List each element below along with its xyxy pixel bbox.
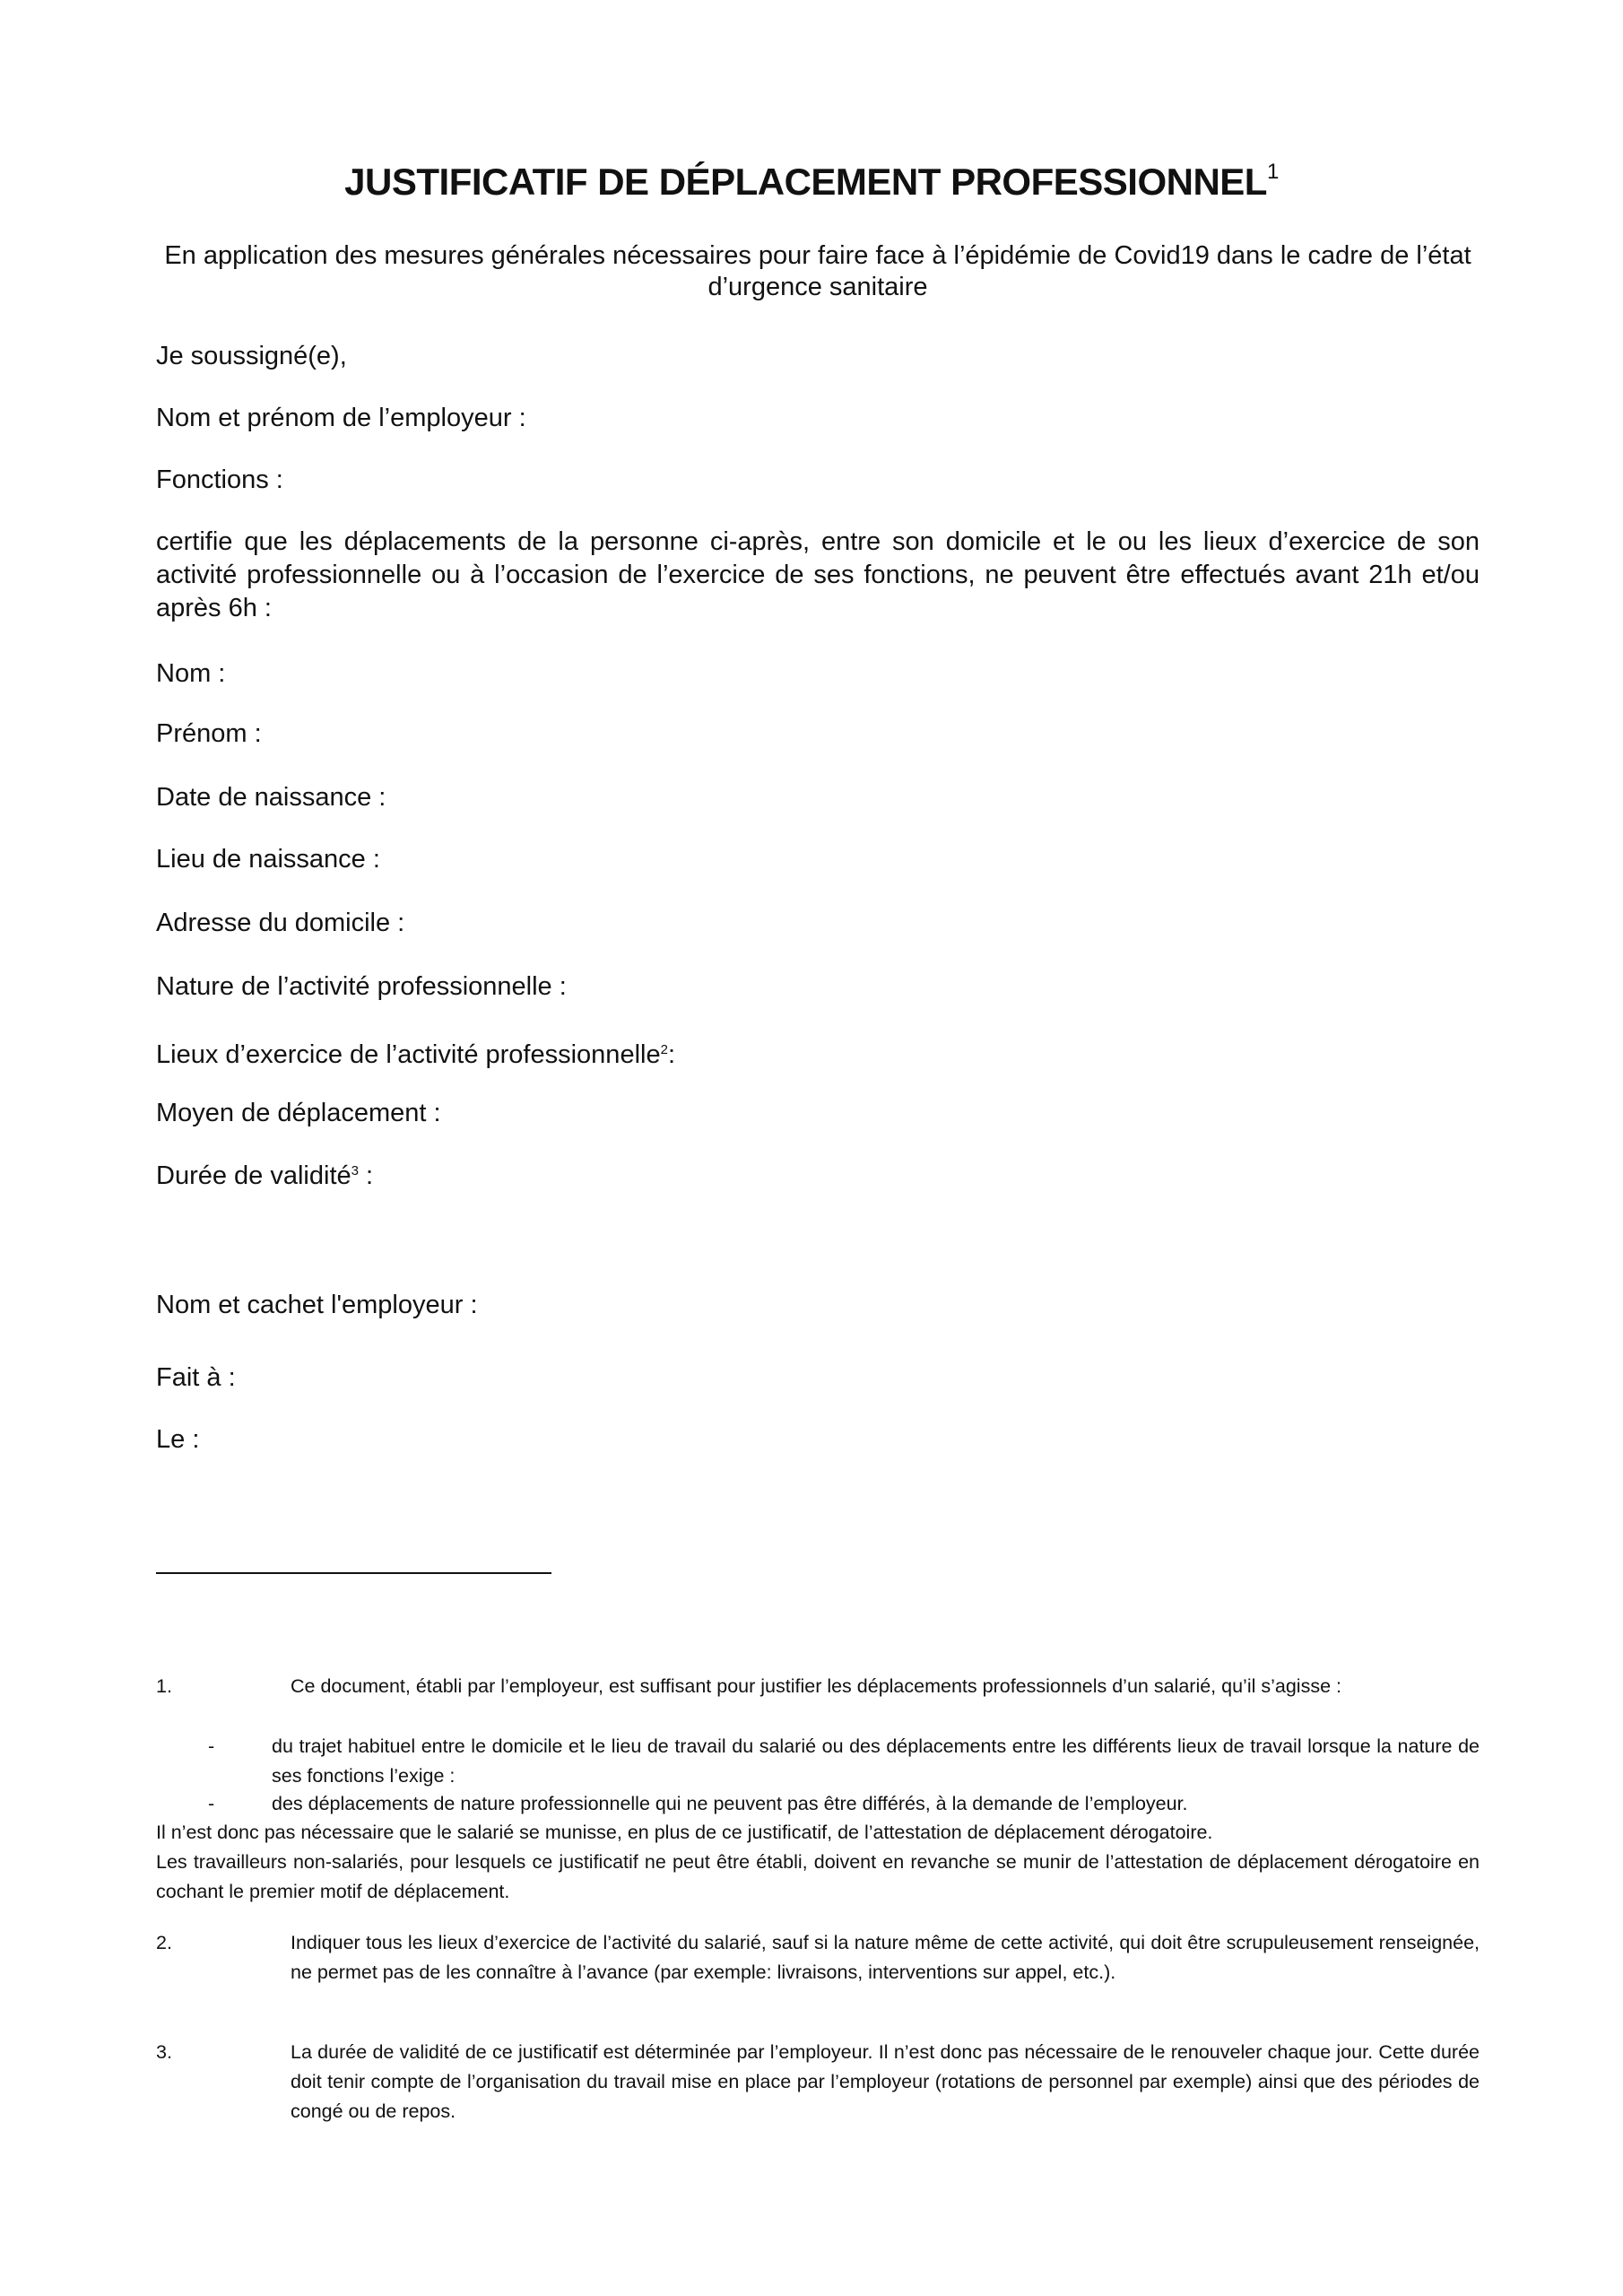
- prenom-field: Prénom :: [156, 719, 262, 748]
- footnote-1-bullet-1: du trajet habituel entre le domicile et le lieu de travail du salarié ou des déplacements entre les différents lieux de travail lorsque la nature de ses fonctions l’exige :: [272, 1735, 1480, 1787]
- address-field: Adresse du domicile :: [156, 909, 405, 937]
- colon: :: [358, 1161, 374, 1190]
- birth-place-field: Lieu de naissance :: [156, 845, 380, 874]
- colon: :: [667, 1040, 675, 1069]
- certify-paragraph: certifie que les déplacements de la personne ci-après, entre son domicile et le ou les lieux d’exercice de son activité professionnelle ou à l’occasion de l’exercice de ses fonctions, ne peuvent être effectués avant 21h et/ou après 6h :: [156, 527, 1480, 622]
- employer-stamp-field: Nom et cachet l'employeur :: [156, 1291, 478, 1319]
- date-field: Le :: [156, 1425, 200, 1454]
- footnote-ref-1: 1: [1266, 160, 1279, 184]
- footnote-separator: [156, 1572, 551, 1574]
- footnote-1-number: 1.: [156, 1675, 172, 1697]
- title-text: JUSTIFICATIF DE DÉPLACEMENT PROFESSIONNEL: [344, 161, 1267, 203]
- employer-name-field: Nom et prénom de l’employeur :: [156, 404, 526, 432]
- footnote-ref-2: 2: [660, 1042, 668, 1057]
- work-places-label: Lieux d’exercice de l’activité professionnelle: [156, 1040, 661, 1069]
- bullet-dash: -: [208, 1793, 215, 1814]
- subtitle: En application des mesures générales nécessaires pour faire face à l’épidémie de Covid19 dans le cadre de l’état d’urgence sanitaire: [164, 241, 1471, 301]
- functions-field: Fonctions :: [156, 465, 283, 494]
- activity-nature-field: Nature de l’activité professionnelle :: [156, 972, 567, 1001]
- place-field: Fait à :: [156, 1363, 236, 1392]
- footnote-1-text: Ce document, établi par l’employeur, est suffisant pour justifier les déplacements professionnels d’un salarié, qu’il s’agisse :: [291, 1675, 1341, 1697]
- transport-field: Moyen de déplacement :: [156, 1099, 441, 1127]
- footnote-1-paragraph-1: Il n’est donc pas nécessaire que le salarié se munisse, en plus de ce justificatif, de l’attestation de déplacement dérogatoire.: [156, 1822, 1213, 1843]
- footnote-3-number: 3.: [156, 2041, 172, 2063]
- document-title: [0, 160, 1623, 204]
- footnote-2-text: Indiquer tous les lieux d’exercice de l’activité du salarié, sauf si la nature même de cette activité, qui doit être scrupuleusement renseignée, ne permet pas de les connaître à l’avance (par exemple: livraisons, interventions sur appel, etc.).: [291, 1932, 1480, 1983]
- footnote-1-paragraph-2: Les travailleurs non-salariés, pour lesquels ce justificatif ne peut être établi, doivent en revanche se munir de l’attestation de déplacement dérogatoire en cochant le premier motif de déplacement.: [156, 1851, 1480, 1902]
- bullet-dash: -: [208, 1735, 215, 1757]
- validity-field: [156, 1155, 373, 1192]
- footnote-1-bullet-2: des déplacements de nature professionnelle qui ne peuvent pas être différés, à la demande de l’employeur.: [272, 1793, 1188, 1814]
- footnote-2-number: 2.: [156, 1932, 172, 1953]
- footnote-3-text: La durée de validité de ce justificatif est déterminée par l’employeur. Il n’est donc pas nécessaire de le renouveler chaque jour. Cette durée doit tenir compte de l’organisation du travail mise en place par l’employeur (rotations de personnel par exemple) ainsi que des périodes de congé ou de repos.: [291, 2041, 1480, 2122]
- validity-label: Durée de validité: [156, 1161, 352, 1190]
- birth-date-field: Date de naissance :: [156, 783, 386, 812]
- work-places-field: [156, 1034, 675, 1071]
- soussigne-label: Je soussigné(e),: [156, 342, 347, 370]
- nom-field: Nom :: [156, 659, 226, 688]
- footnote-ref-3: 3: [351, 1163, 359, 1178]
